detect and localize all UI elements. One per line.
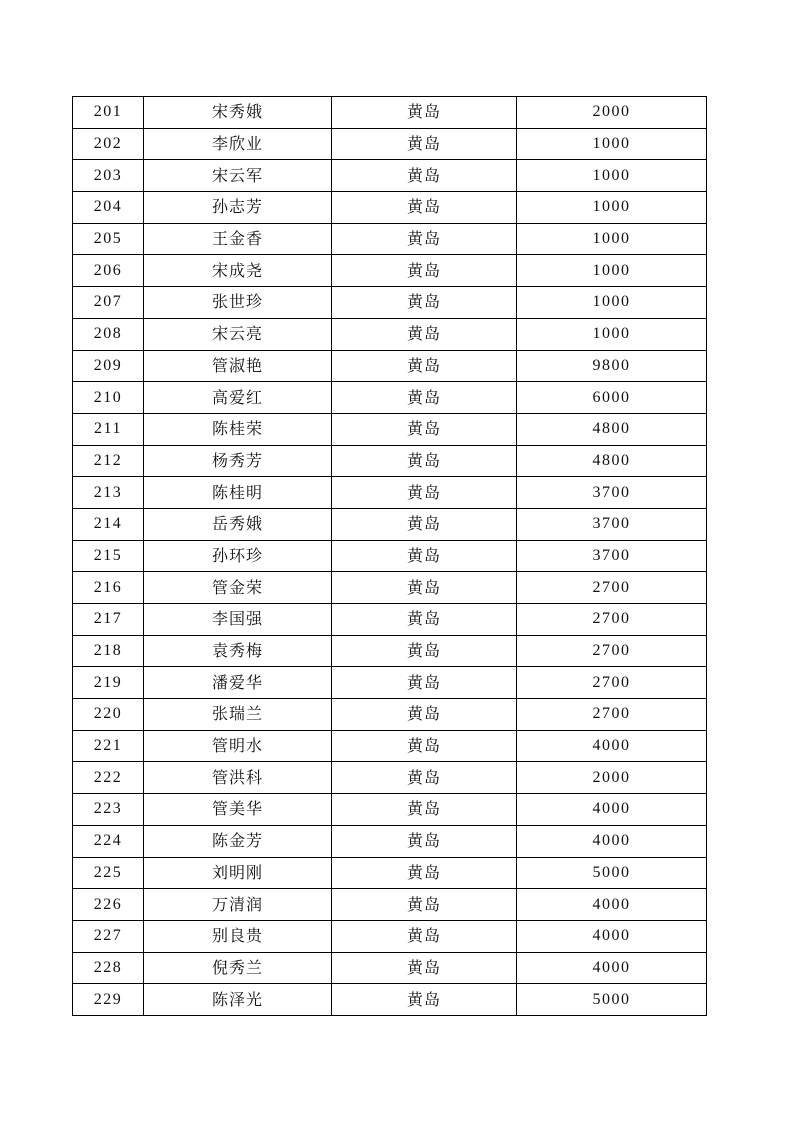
- name-cell: 孙志芳: [144, 192, 332, 224]
- place-cell: 黄岛: [332, 160, 517, 192]
- name-cell: 管洪科: [144, 762, 332, 794]
- amount-cell: 2000: [517, 97, 707, 129]
- place-cell: 黄岛: [332, 413, 517, 445]
- name-cell: 管金荣: [144, 572, 332, 604]
- amount-cell: 4000: [517, 920, 707, 952]
- name-cell: 管淑艳: [144, 350, 332, 382]
- table-row: [73, 160, 707, 192]
- place-cell: 黄岛: [332, 192, 517, 224]
- amount-cell: 2000: [517, 762, 707, 794]
- table-row: [73, 984, 707, 1016]
- amount-cell: 3700: [517, 540, 707, 572]
- name-cell: 宋云军: [144, 160, 332, 192]
- amount-cell: 9800: [517, 350, 707, 382]
- table-row: [73, 762, 707, 794]
- row-number-cell: 207: [73, 287, 144, 319]
- place-cell: 黄岛: [332, 350, 517, 382]
- place-cell: 黄岛: [332, 952, 517, 984]
- table-row: [73, 540, 707, 572]
- row-number-cell: 228: [73, 952, 144, 984]
- place-cell: 黄岛: [332, 287, 517, 319]
- amount-cell: 1000: [517, 287, 707, 319]
- name-cell: 潘爱华: [144, 667, 332, 699]
- row-number-cell: 221: [73, 730, 144, 762]
- place-cell: 黄岛: [332, 97, 517, 129]
- name-cell: 别良贵: [144, 920, 332, 952]
- row-number-cell: 219: [73, 667, 144, 699]
- name-cell: 管明水: [144, 730, 332, 762]
- table-row: [73, 952, 707, 984]
- table-row: [73, 889, 707, 921]
- amount-cell: 1000: [517, 255, 707, 287]
- name-cell: 管美华: [144, 794, 332, 826]
- place-cell: 黄岛: [332, 477, 517, 509]
- table-row: [73, 255, 707, 287]
- row-number-cell: 226: [73, 889, 144, 921]
- name-cell: 李国强: [144, 604, 332, 636]
- name-cell: 陈桂荣: [144, 413, 332, 445]
- place-cell: 黄岛: [332, 825, 517, 857]
- place-cell: 黄岛: [332, 445, 517, 477]
- row-number-cell: 201: [73, 97, 144, 129]
- row-number-cell: 224: [73, 825, 144, 857]
- row-number-cell: 214: [73, 508, 144, 540]
- name-cell: 杨秀芳: [144, 445, 332, 477]
- table-row: [73, 382, 707, 414]
- place-cell: 黄岛: [332, 382, 517, 414]
- table-row: [73, 97, 707, 129]
- name-cell: 陈泽光: [144, 984, 332, 1016]
- amount-cell: 3700: [517, 477, 707, 509]
- amount-cell: 1000: [517, 318, 707, 350]
- place-cell: 黄岛: [332, 667, 517, 699]
- place-cell: 黄岛: [332, 984, 517, 1016]
- amount-cell: 1000: [517, 223, 707, 255]
- table-row: [73, 192, 707, 224]
- table-row: [73, 920, 707, 952]
- row-number-cell: 216: [73, 572, 144, 604]
- place-cell: 黄岛: [332, 889, 517, 921]
- place-cell: 黄岛: [332, 699, 517, 731]
- name-cell: 宋秀娥: [144, 97, 332, 129]
- amount-cell: 4000: [517, 794, 707, 826]
- row-number-cell: 202: [73, 128, 144, 160]
- row-number-cell: 229: [73, 984, 144, 1016]
- table-row: [73, 730, 707, 762]
- name-cell: 王金香: [144, 223, 332, 255]
- table-row: [73, 350, 707, 382]
- amount-cell: 4000: [517, 825, 707, 857]
- place-cell: 黄岛: [332, 604, 517, 636]
- amount-cell: 2700: [517, 699, 707, 731]
- table-row: [73, 667, 707, 699]
- name-cell: 高爱红: [144, 382, 332, 414]
- place-cell: 黄岛: [332, 920, 517, 952]
- amount-cell: 1000: [517, 128, 707, 160]
- row-number-cell: 217: [73, 604, 144, 636]
- amount-cell: 1000: [517, 192, 707, 224]
- row-number-cell: 203: [73, 160, 144, 192]
- roster-table-body: [73, 97, 707, 1016]
- name-cell: 陈金芳: [144, 825, 332, 857]
- row-number-cell: 204: [73, 192, 144, 224]
- row-number-cell: 220: [73, 699, 144, 731]
- name-cell: 宋云亮: [144, 318, 332, 350]
- amount-cell: 4000: [517, 889, 707, 921]
- row-number-cell: 206: [73, 255, 144, 287]
- place-cell: 黄岛: [332, 223, 517, 255]
- table-row: [73, 477, 707, 509]
- table-row: [73, 604, 707, 636]
- row-number-cell: 215: [73, 540, 144, 572]
- amount-cell: 4000: [517, 730, 707, 762]
- row-number-cell: 222: [73, 762, 144, 794]
- table-row: [73, 287, 707, 319]
- row-number-cell: 209: [73, 350, 144, 382]
- row-number-cell: 223: [73, 794, 144, 826]
- roster-table: [72, 96, 707, 1016]
- row-number-cell: 210: [73, 382, 144, 414]
- table-row: [73, 572, 707, 604]
- table-row: [73, 128, 707, 160]
- row-number-cell: 225: [73, 857, 144, 889]
- row-number-cell: 211: [73, 413, 144, 445]
- row-number-cell: 205: [73, 223, 144, 255]
- amount-cell: 2700: [517, 667, 707, 699]
- row-number-cell: 218: [73, 635, 144, 667]
- name-cell: 李欣业: [144, 128, 332, 160]
- place-cell: 黄岛: [332, 572, 517, 604]
- row-number-cell: 227: [73, 920, 144, 952]
- place-cell: 黄岛: [332, 540, 517, 572]
- name-cell: 倪秀兰: [144, 952, 332, 984]
- amount-cell: 4800: [517, 413, 707, 445]
- place-cell: 黄岛: [332, 635, 517, 667]
- amount-cell: 5000: [517, 857, 707, 889]
- place-cell: 黄岛: [332, 128, 517, 160]
- place-cell: 黄岛: [332, 255, 517, 287]
- amount-cell: 2700: [517, 572, 707, 604]
- table-row: [73, 318, 707, 350]
- table-row: [73, 445, 707, 477]
- place-cell: 黄岛: [332, 730, 517, 762]
- name-cell: 刘明刚: [144, 857, 332, 889]
- name-cell: 陈桂明: [144, 477, 332, 509]
- name-cell: 袁秀梅: [144, 635, 332, 667]
- place-cell: 黄岛: [332, 794, 517, 826]
- amount-cell: 3700: [517, 508, 707, 540]
- table-row: [73, 699, 707, 731]
- table-row: [73, 794, 707, 826]
- name-cell: 万清润: [144, 889, 332, 921]
- row-number-cell: 208: [73, 318, 144, 350]
- name-cell: 张世珍: [144, 287, 332, 319]
- name-cell: 岳秀娥: [144, 508, 332, 540]
- name-cell: 宋成尧: [144, 255, 332, 287]
- table-row: [73, 223, 707, 255]
- amount-cell: 2700: [517, 604, 707, 636]
- table-row: [73, 508, 707, 540]
- name-cell: 孙环珍: [144, 540, 332, 572]
- table-row: [73, 413, 707, 445]
- amount-cell: 2700: [517, 635, 707, 667]
- name-cell: 张瑞兰: [144, 699, 332, 731]
- amount-cell: 1000: [517, 160, 707, 192]
- amount-cell: 4800: [517, 445, 707, 477]
- place-cell: 黄岛: [332, 857, 517, 889]
- place-cell: 黄岛: [332, 318, 517, 350]
- amount-cell: 5000: [517, 984, 707, 1016]
- table-row: [73, 635, 707, 667]
- table-row: [73, 825, 707, 857]
- table-row: [73, 857, 707, 889]
- amount-cell: 4000: [517, 952, 707, 984]
- row-number-cell: 212: [73, 445, 144, 477]
- place-cell: 黄岛: [332, 762, 517, 794]
- amount-cell: 6000: [517, 382, 707, 414]
- place-cell: 黄岛: [332, 508, 517, 540]
- row-number-cell: 213: [73, 477, 144, 509]
